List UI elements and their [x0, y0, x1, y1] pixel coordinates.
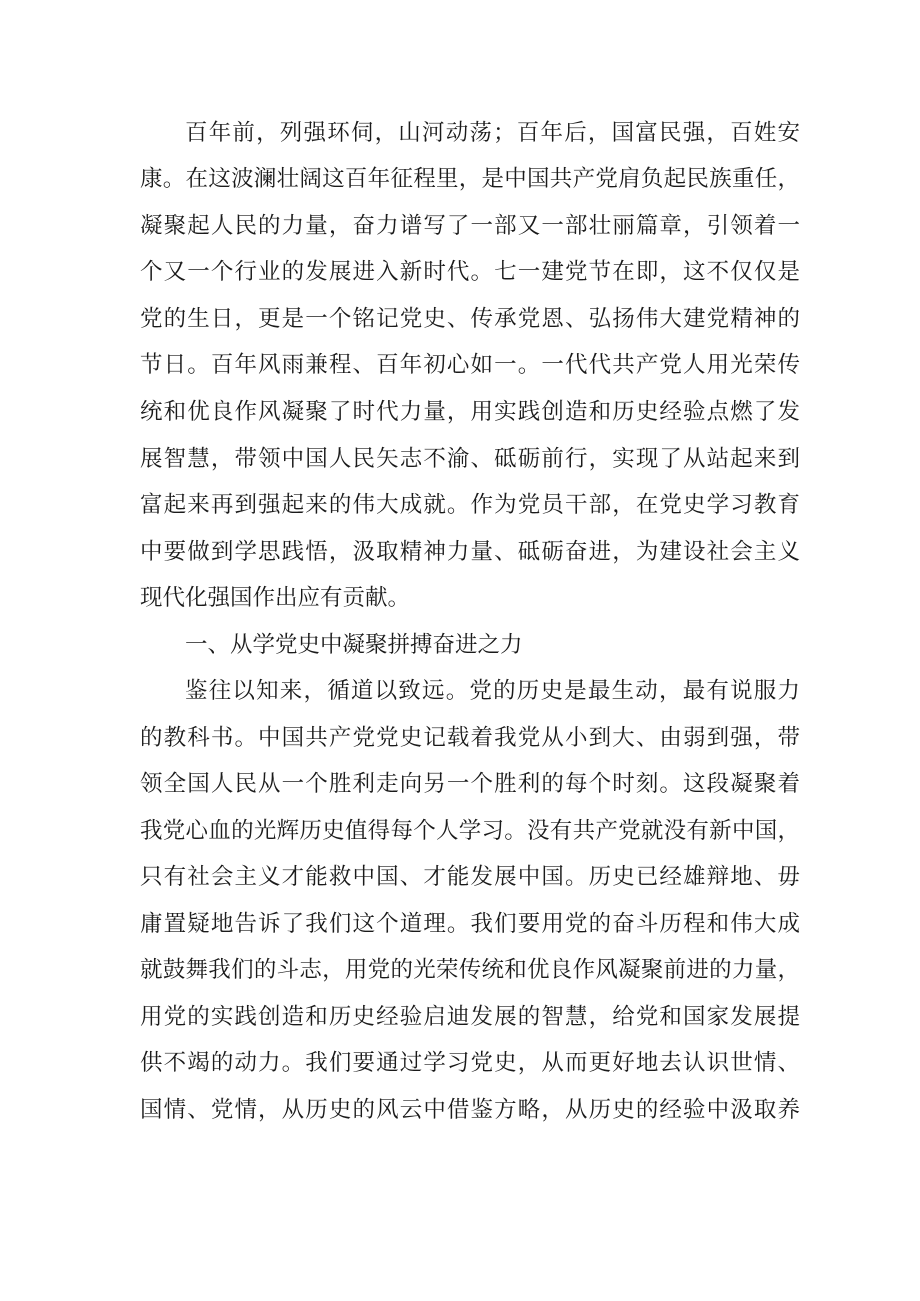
paragraph-1-line-8: 展智慧，带领中国人民矢志不渝、砥砺前行，实现了从站起来到 — [140, 446, 800, 472]
paragraph-2-line-8: 用党的实践创造和历史经验启迪发展的智慧，给党和国家发展提 — [140, 1004, 800, 1030]
paragraph-1-line-5: 党的生日，更是一个铭记党史、传承党恩、弘扬伟大建党精神的 — [140, 306, 800, 332]
paragraph-2-line-2: 的教科书。中国共产党党史记载着我党从小到大、由弱到强，带 — [140, 725, 800, 751]
paragraph-1-line-7: 统和优良作风凝聚了时代力量，用实践创造和历史经验点燃了发 — [140, 399, 800, 425]
paragraph-2-line-7: 就鼓舞我们的斗志，用党的光荣传统和优良作风凝聚前进的力量， — [140, 957, 800, 983]
section-heading-1: 一、从学党史中凝聚拼搏奋进之力 — [185, 632, 523, 658]
paragraph-1-line-11: 现代化强国作出应有贡献。 — [140, 585, 411, 611]
paragraph-2-line-3: 领全国人民从一个胜利走向另一个胜利的每个时刻。这段凝聚着 — [140, 771, 800, 797]
paragraph-1-line-3: 凝聚起人民的力量，奋力谱写了一部又一部壮丽篇章，引领着一 — [140, 213, 800, 239]
paragraph-1-line-6: 节日。百年风雨兼程、百年初心如一。一代代共产党人用光荣传 — [140, 352, 800, 378]
paragraph-1-line-9: 富起来再到强起来的伟大成就。作为党员干部，在党史学习教育 — [140, 492, 800, 518]
paragraph-2-line-10: 国情、党情，从历史的风云中借鉴方略，从历史的经验中汲取养 — [140, 1097, 800, 1123]
paragraph-1-line-2: 康。在这波澜壮阔这百年征程里，是中国共产党肩负起民族重任， — [140, 166, 800, 192]
paragraph-2-line-1: 鉴往以知来，循道以致远。党的历史是最生动，最有说服力 — [185, 678, 800, 704]
paragraph-1-line-10: 中要做到学思践悟，汲取精神力量、砥砺奋进，为建设社会主义 — [140, 539, 800, 565]
paragraph-1-line-1: 百年前，列强环伺，山河动荡；百年后，国富民强，百姓安 — [185, 120, 800, 146]
paragraph-2-line-9: 供不竭的动力。我们要通过学习党史，从而更好地去认识世情、 — [140, 1050, 800, 1076]
paragraph-2-line-6: 庸置疑地告诉了我们这个道理。我们要用党的奋斗历程和伟大成 — [140, 911, 800, 937]
paragraph-2-line-5: 只有社会主义才能救中国、才能发展中国。历史已经雄辩地、毋 — [140, 864, 800, 890]
paragraph-1-line-4: 个又一个行业的发展进入新时代。七一建党节在即，这不仅仅是 — [140, 259, 800, 285]
paragraph-2-line-4: 我党心血的光辉历史值得每个人学习。没有共产党就没有新中国， — [140, 818, 800, 844]
